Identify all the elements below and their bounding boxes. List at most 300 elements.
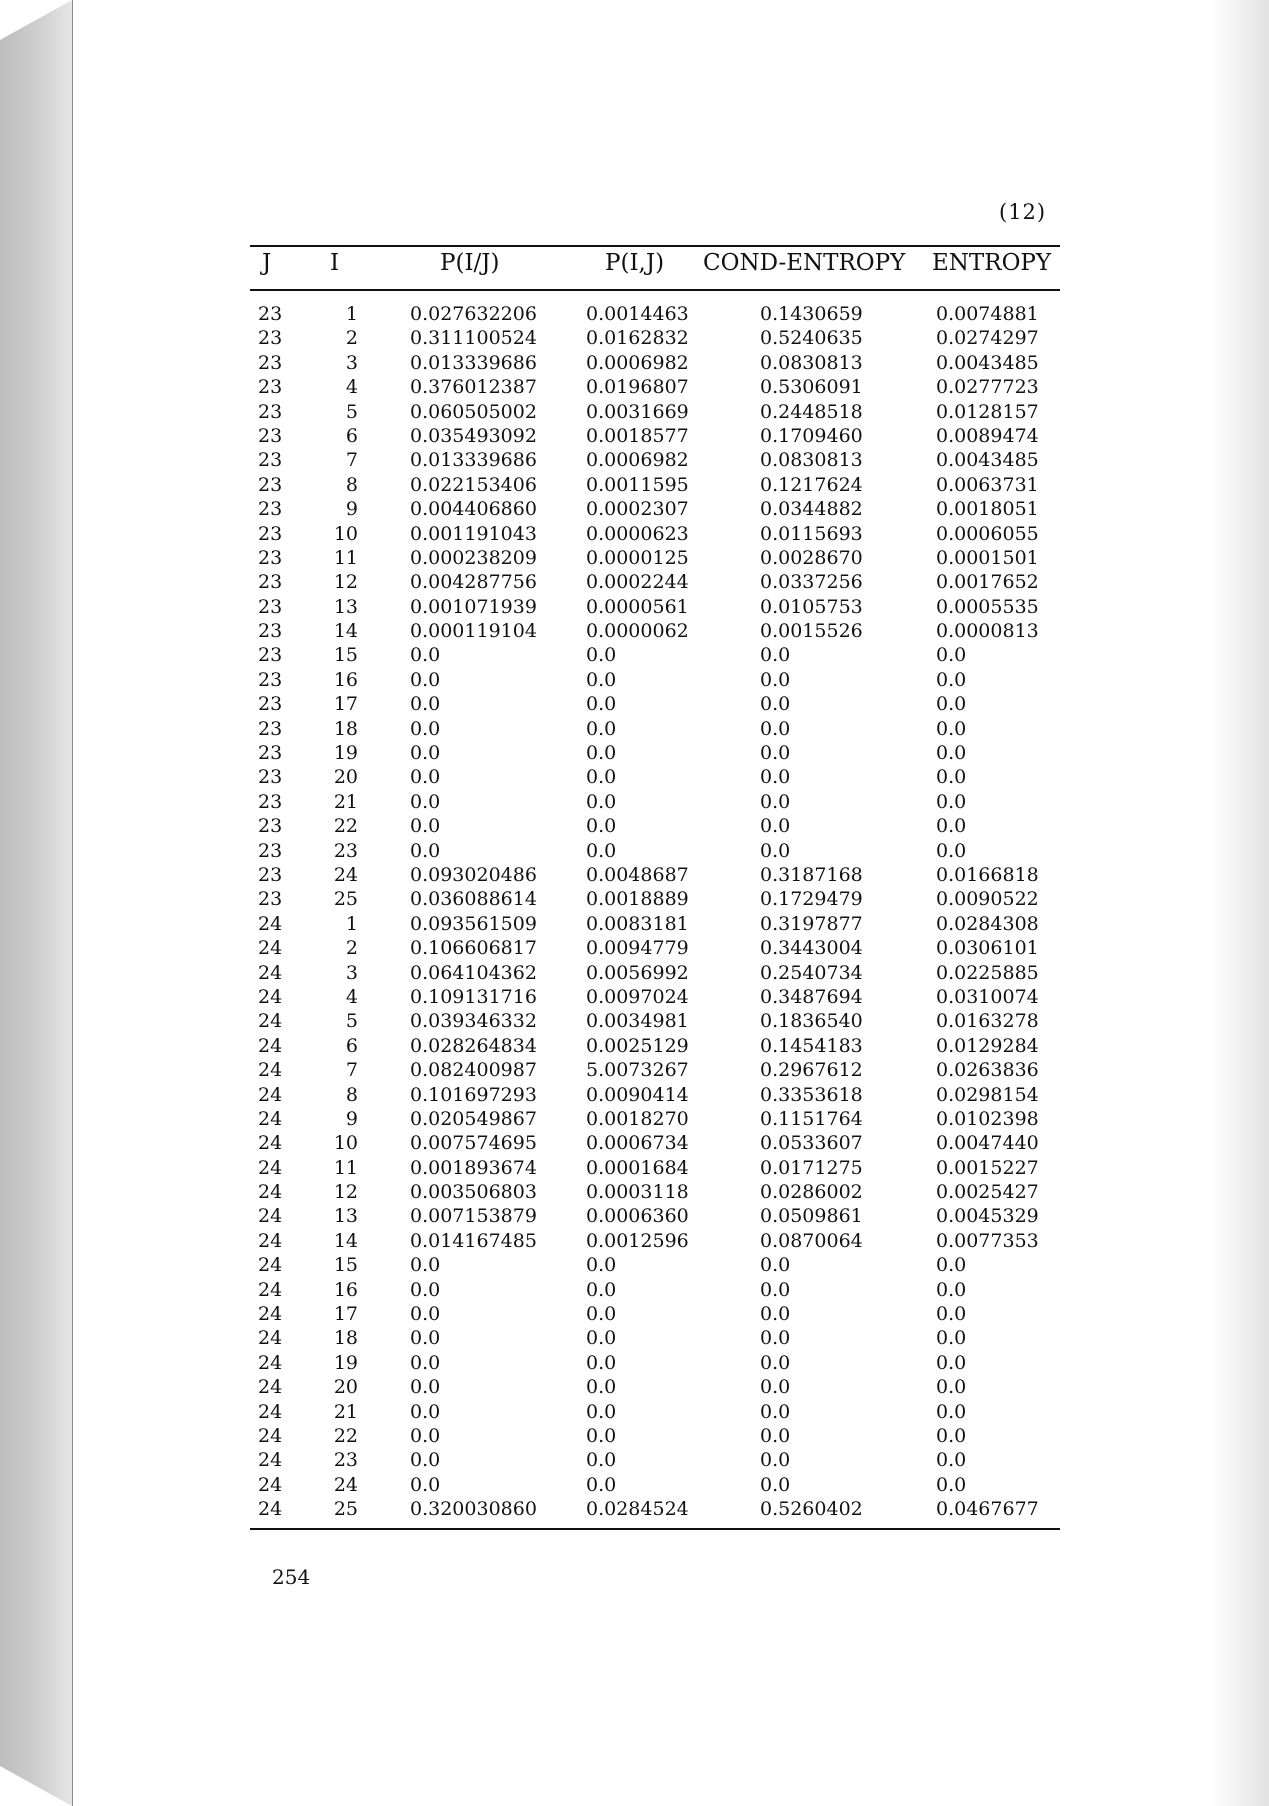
cell-i: 10 — [333, 1132, 358, 1155]
cell-i: 14 — [333, 1229, 358, 1252]
cell-p-i-given-j: 0.001191043 — [410, 522, 537, 545]
cell-p-i-given-j: 0.0 — [410, 693, 441, 716]
cell-p-i-given-j: 0.0 — [410, 717, 441, 740]
cell-i: 1 — [345, 912, 358, 935]
cell-entropy: 0.0 — [936, 815, 967, 838]
cell-p-i-given-j: 0.0 — [410, 644, 441, 667]
cell-j: 23 — [258, 790, 283, 813]
cell-i: 15 — [333, 1254, 358, 1277]
table-row — [0, 692, 1269, 716]
cell-p-i-j: 0.0 — [586, 790, 617, 813]
table-row — [0, 717, 1269, 741]
cell-p-i-j: 0.0 — [586, 1254, 617, 1277]
table-row — [0, 1424, 1269, 1448]
header-rule — [250, 289, 1060, 291]
cell-cond-entropy: 0.0 — [760, 1473, 791, 1496]
cell-cond-entropy: 0.2967612 — [760, 1059, 863, 1082]
table-row — [0, 1180, 1269, 1204]
cell-i: 6 — [345, 424, 358, 447]
cell-i: 3 — [345, 351, 358, 374]
cell-p-i-given-j: 0.004406860 — [410, 498, 537, 521]
cell-p-i-given-j: 0.027632206 — [410, 303, 537, 325]
cell-entropy: 0.0163278 — [936, 1010, 1039, 1033]
cell-p-i-j: 0.0006982 — [586, 351, 689, 374]
cell-p-i-j: 0.0018270 — [586, 1107, 689, 1130]
cell-p-i-given-j: 0.035493092 — [410, 424, 537, 447]
cell-cond-entropy: 0.5260402 — [760, 1498, 863, 1521]
cell-entropy: 0.0 — [936, 742, 967, 765]
cell-entropy: 0.0298154 — [936, 1083, 1039, 1106]
cell-cond-entropy: 0.0 — [760, 1351, 791, 1374]
cell-p-i-given-j: 0.0 — [410, 1303, 441, 1326]
cell-p-i-given-j: 0.020549867 — [410, 1107, 537, 1130]
cell-p-i-j: 0.0284524 — [586, 1498, 689, 1521]
table-row — [0, 961, 1269, 985]
cell-j: 23 — [258, 693, 283, 716]
table-row — [0, 1204, 1269, 1228]
cell-p-i-given-j: 0.001071939 — [410, 595, 537, 618]
cell-cond-entropy: 0.3443004 — [760, 937, 863, 960]
cell-p-i-j: 0.0 — [586, 1473, 617, 1496]
cell-cond-entropy: 0.0870064 — [760, 1229, 863, 1252]
table-row — [0, 1497, 1269, 1521]
cell-i: 9 — [345, 498, 358, 521]
table-row — [0, 570, 1269, 594]
cell-entropy: 0.0 — [936, 693, 967, 716]
cell-cond-entropy: 0.5306091 — [760, 376, 863, 399]
table-row — [0, 1302, 1269, 1326]
cell-p-i-j: 5.0073267 — [586, 1059, 689, 1082]
cell-j: 23 — [258, 303, 283, 325]
cell-p-i-j: 0.0 — [586, 742, 617, 765]
cell-entropy: 0.0000813 — [936, 620, 1039, 643]
cell-i: 25 — [333, 1498, 358, 1521]
table-row — [0, 1400, 1269, 1424]
table-row — [0, 1278, 1269, 1302]
cell-cond-entropy: 0.0 — [760, 839, 791, 862]
table-row — [0, 497, 1269, 521]
cell-entropy: 0.0 — [936, 790, 967, 813]
cell-j: 23 — [258, 498, 283, 521]
cell-entropy: 0.0089474 — [936, 424, 1039, 447]
table-row — [0, 863, 1269, 887]
cell-j: 23 — [258, 449, 283, 472]
cell-i: 23 — [333, 1449, 358, 1472]
cell-j: 24 — [258, 1351, 283, 1374]
cell-j: 23 — [258, 400, 283, 423]
cell-entropy: 0.0 — [936, 1327, 967, 1350]
cell-p-i-given-j: 0.376012387 — [410, 376, 537, 399]
cell-i: 6 — [345, 1034, 358, 1057]
cell-i: 16 — [333, 1278, 358, 1301]
cell-j: 23 — [258, 424, 283, 447]
cell-i: 7 — [345, 1059, 358, 1082]
cell-entropy: 0.0225885 — [936, 961, 1039, 984]
table-row — [0, 1009, 1269, 1033]
cell-p-i-given-j: 0.064104362 — [410, 961, 537, 984]
cell-i: 25 — [333, 888, 358, 911]
cell-cond-entropy: 0.0533607 — [760, 1132, 863, 1155]
cell-cond-entropy: 0.0 — [760, 1376, 791, 1399]
cell-i: 14 — [333, 620, 358, 643]
cell-cond-entropy: 0.0105753 — [760, 595, 863, 618]
cell-p-i-j: 0.0162832 — [586, 327, 689, 350]
cell-j: 23 — [258, 644, 283, 667]
cell-entropy: 0.0274297 — [936, 327, 1039, 350]
cell-entropy: 0.0043485 — [936, 449, 1039, 472]
page-number: 254 — [272, 1565, 311, 1589]
cell-entropy: 0.0 — [936, 1376, 967, 1399]
cell-i: 4 — [345, 376, 358, 399]
cell-p-i-j: 0.0011595 — [586, 473, 689, 496]
table-row — [0, 765, 1269, 789]
table-row — [0, 326, 1269, 350]
cell-p-i-j: 0.0000125 — [586, 546, 689, 569]
cell-entropy: 0.0306101 — [936, 937, 1039, 960]
cell-p-i-given-j: 0.0 — [410, 742, 441, 765]
cell-entropy: 0.0 — [936, 1424, 967, 1447]
cell-entropy: 0.0045329 — [936, 1205, 1039, 1228]
cell-cond-entropy: 0.1836540 — [760, 1010, 863, 1033]
cell-p-i-j: 0.0 — [586, 668, 617, 691]
cell-j: 24 — [258, 937, 283, 960]
cell-entropy: 0.0129284 — [936, 1034, 1039, 1057]
cell-entropy: 0.0063731 — [936, 473, 1039, 496]
table-row — [0, 448, 1269, 472]
cell-j: 23 — [258, 546, 283, 569]
cell-i: 1 — [345, 303, 358, 325]
cell-p-i-given-j: 0.0 — [410, 1473, 441, 1496]
header-entropy: ENTROPY — [932, 250, 1052, 276]
table-row — [0, 1131, 1269, 1155]
cell-p-i-j: 0.0000623 — [586, 522, 689, 545]
cell-cond-entropy: 0.5240635 — [760, 327, 863, 350]
cell-cond-entropy: 0.0 — [760, 742, 791, 765]
table-row — [0, 1034, 1269, 1058]
cell-cond-entropy: 0.1729479 — [760, 888, 863, 911]
cell-i: 24 — [333, 863, 358, 886]
cell-p-i-j: 0.0 — [586, 1351, 617, 1374]
cell-p-i-j: 0.0056992 — [586, 961, 689, 984]
table-row — [0, 351, 1269, 375]
cell-i: 7 — [345, 449, 358, 472]
cell-i: 4 — [345, 985, 358, 1008]
table-row — [0, 985, 1269, 1009]
cell-i: 21 — [333, 1400, 358, 1423]
cell-cond-entropy: 0.0344882 — [760, 498, 863, 521]
header-cond-entropy: COND-ENTROPY — [703, 250, 906, 276]
cell-j: 24 — [258, 1376, 283, 1399]
cell-p-i-j: 0.0000062 — [586, 620, 689, 643]
table-row — [0, 546, 1269, 570]
cell-j: 23 — [258, 376, 283, 399]
cell-i: 9 — [345, 1107, 358, 1130]
cell-p-i-given-j: 0.109131716 — [410, 985, 537, 1008]
cell-cond-entropy: 0.1151764 — [760, 1107, 863, 1130]
cell-cond-entropy: 0.0015526 — [760, 620, 863, 643]
cell-cond-entropy: 0.2540734 — [760, 961, 863, 984]
cell-entropy: 0.0001501 — [936, 546, 1039, 569]
cell-p-i-j: 0.0014463 — [586, 303, 689, 325]
cell-j: 24 — [258, 1107, 283, 1130]
cell-p-i-given-j: 0.013339686 — [410, 351, 537, 374]
cell-p-i-j: 0.0 — [586, 1424, 617, 1447]
cell-p-i-j: 0.0097024 — [586, 985, 689, 1008]
cell-entropy: 0.0018051 — [936, 498, 1039, 521]
cell-i: 18 — [333, 1327, 358, 1350]
table-row — [0, 912, 1269, 936]
cell-cond-entropy: 0.1454183 — [760, 1034, 863, 1057]
cell-p-i-given-j: 0.0 — [410, 668, 441, 691]
cell-p-i-j: 0.0003118 — [586, 1181, 689, 1204]
cell-i: 18 — [333, 717, 358, 740]
cell-j: 23 — [258, 571, 283, 594]
cell-cond-entropy: 0.0 — [760, 1400, 791, 1423]
cell-cond-entropy: 0.0115693 — [760, 522, 863, 545]
cell-p-i-given-j: 0.082400987 — [410, 1059, 537, 1082]
cell-j: 23 — [258, 742, 283, 765]
cell-i: 12 — [333, 1181, 358, 1204]
cell-p-i-given-j: 0.003506803 — [410, 1181, 537, 1204]
cell-i: 13 — [333, 1205, 358, 1228]
cell-entropy: 0.0025427 — [936, 1181, 1039, 1204]
cell-p-i-j: 0.0 — [586, 766, 617, 789]
cell-cond-entropy: 0.0830813 — [760, 449, 863, 472]
cell-entropy: 0.0277723 — [936, 376, 1039, 399]
table-top-rule — [250, 245, 1060, 247]
cell-p-i-j: 0.0 — [586, 1303, 617, 1326]
cell-cond-entropy: 0.0 — [760, 1449, 791, 1472]
cell-p-i-j: 0.0012596 — [586, 1229, 689, 1252]
cell-entropy: 0.0006055 — [936, 522, 1039, 545]
table-body — [0, 302, 1269, 1522]
cell-entropy: 0.0 — [936, 1303, 967, 1326]
cell-j: 24 — [258, 1473, 283, 1496]
cell-cond-entropy: 0.0 — [760, 1327, 791, 1350]
cell-j: 24 — [258, 1059, 283, 1082]
cell-i: 15 — [333, 644, 358, 667]
cell-p-i-given-j: 0.004287756 — [410, 571, 537, 594]
cell-p-i-j: 0.0196807 — [586, 376, 689, 399]
cell-j: 24 — [258, 1181, 283, 1204]
cell-p-i-given-j: 0.013339686 — [410, 449, 537, 472]
cell-j: 23 — [258, 473, 283, 496]
cell-cond-entropy: 0.3187168 — [760, 863, 863, 886]
cell-i: 19 — [333, 1351, 358, 1374]
cell-p-i-j: 0.0031669 — [586, 400, 689, 423]
cell-i: 17 — [333, 1303, 358, 1326]
cell-p-i-j: 0.0006360 — [586, 1205, 689, 1228]
table-row — [0, 790, 1269, 814]
cell-cond-entropy: 0.0 — [760, 693, 791, 716]
cell-p-i-given-j: 0.007574695 — [410, 1132, 537, 1155]
cell-p-i-given-j: 0.093020486 — [410, 863, 537, 886]
cell-cond-entropy: 0.0 — [760, 790, 791, 813]
cell-cond-entropy: 0.3487694 — [760, 985, 863, 1008]
cell-p-i-j: 0.0025129 — [586, 1034, 689, 1057]
table-row — [0, 668, 1269, 692]
table-row — [0, 741, 1269, 765]
cell-j: 23 — [258, 863, 283, 886]
table-row — [0, 522, 1269, 546]
cell-cond-entropy: 0.3353618 — [760, 1083, 863, 1106]
cell-p-i-given-j: 0.093561509 — [410, 912, 537, 935]
cell-i: 20 — [333, 766, 358, 789]
cell-p-i-given-j: 0.320030860 — [410, 1498, 537, 1521]
cell-cond-entropy: 0.2448518 — [760, 400, 863, 423]
cell-i: 8 — [345, 473, 358, 496]
cell-entropy: 0.0074881 — [936, 303, 1039, 325]
cell-j: 24 — [258, 985, 283, 1008]
cell-j: 23 — [258, 717, 283, 740]
cell-j: 24 — [258, 1400, 283, 1423]
cell-p-i-j: 0.0 — [586, 644, 617, 667]
cell-p-i-given-j: 0.0 — [410, 1424, 441, 1447]
cell-p-i-given-j: 0.0 — [410, 1449, 441, 1472]
cell-entropy: 0.0 — [936, 644, 967, 667]
cell-j: 24 — [258, 1498, 283, 1521]
cell-p-i-j: 0.0 — [586, 815, 617, 838]
cell-i: 5 — [345, 1010, 358, 1033]
cell-j: 24 — [258, 1424, 283, 1447]
table-row — [0, 595, 1269, 619]
cell-p-i-j: 0.0083181 — [586, 912, 689, 935]
cell-p-i-given-j: 0.001893674 — [410, 1156, 537, 1179]
cell-i: 11 — [333, 546, 358, 569]
cell-p-i-j: 0.0 — [586, 1278, 617, 1301]
table-bottom-rule — [250, 1528, 1060, 1530]
header-p-i-given-j: P(I/J) — [440, 250, 500, 276]
cell-p-i-j: 0.0 — [586, 1400, 617, 1423]
cell-p-i-given-j: 0.0 — [410, 1400, 441, 1423]
cell-p-i-given-j: 0.0 — [410, 1376, 441, 1399]
cell-i: 10 — [333, 522, 358, 545]
cell-p-i-given-j: 0.039346332 — [410, 1010, 537, 1033]
table-row — [0, 1058, 1269, 1082]
cell-j: 24 — [258, 1132, 283, 1155]
header-i: I — [330, 250, 340, 276]
cell-cond-entropy: 0.0 — [760, 1254, 791, 1277]
cell-cond-entropy: 0.0 — [760, 644, 791, 667]
cell-p-i-j: 0.0 — [586, 1376, 617, 1399]
cell-j: 23 — [258, 815, 283, 838]
cell-entropy: 0.0166818 — [936, 863, 1039, 886]
table-row — [0, 814, 1269, 838]
cell-j: 23 — [258, 668, 283, 691]
cell-j: 23 — [258, 839, 283, 862]
cell-p-i-j: 0.0000561 — [586, 595, 689, 618]
cell-entropy: 0.0 — [936, 766, 967, 789]
cell-p-i-given-j: 0.0 — [410, 766, 441, 789]
cell-p-i-given-j: 0.0 — [410, 815, 441, 838]
table-row — [0, 1156, 1269, 1180]
cell-i: 24 — [333, 1473, 358, 1496]
cell-cond-entropy: 0.0028670 — [760, 546, 863, 569]
cell-entropy: 0.0 — [936, 1254, 967, 1277]
cell-p-i-given-j: 0.036088614 — [410, 888, 537, 911]
cell-p-i-given-j: 0.101697293 — [410, 1083, 537, 1106]
cell-j: 24 — [258, 1010, 283, 1033]
table-row — [0, 887, 1269, 911]
cell-p-i-j: 0.0006734 — [586, 1132, 689, 1155]
cell-cond-entropy: 0.0 — [760, 1424, 791, 1447]
cell-j: 24 — [258, 1303, 283, 1326]
cell-i: 22 — [333, 1424, 358, 1447]
cell-i: 11 — [333, 1156, 358, 1179]
cell-j: 24 — [258, 1278, 283, 1301]
cell-p-i-given-j: 0.0 — [410, 1351, 441, 1374]
table-row — [0, 936, 1269, 960]
cell-i: 8 — [345, 1083, 358, 1106]
cell-p-i-given-j: 0.060505002 — [410, 400, 537, 423]
cell-entropy: 0.0 — [936, 717, 967, 740]
cell-p-i-given-j: 0.106606817 — [410, 937, 537, 960]
cell-p-i-j: 0.0001684 — [586, 1156, 689, 1179]
cell-entropy: 0.0090522 — [936, 888, 1039, 911]
table-number: (12) — [999, 200, 1047, 224]
header-j: J — [262, 250, 272, 276]
table-row — [0, 1107, 1269, 1131]
cell-entropy: 0.0467677 — [936, 1498, 1039, 1521]
cell-p-i-j: 0.0 — [586, 693, 617, 716]
cell-j: 23 — [258, 888, 283, 911]
table-row — [0, 424, 1269, 448]
cell-j: 23 — [258, 595, 283, 618]
cell-entropy: 0.0102398 — [936, 1107, 1039, 1130]
cell-entropy: 0.0 — [936, 1473, 967, 1496]
cell-j: 24 — [258, 961, 283, 984]
cell-j: 24 — [258, 1449, 283, 1472]
cell-i: 17 — [333, 693, 358, 716]
table-header — [0, 250, 1269, 286]
cell-entropy: 0.0263836 — [936, 1059, 1039, 1082]
cell-p-i-given-j: 0.0 — [410, 1327, 441, 1350]
cell-entropy: 0.0043485 — [936, 351, 1039, 374]
cell-p-i-given-j: 0.0 — [410, 839, 441, 862]
cell-p-i-j: 0.0034981 — [586, 1010, 689, 1033]
cell-cond-entropy: 0.1217624 — [760, 473, 863, 496]
header-p-i-j: P(I,J) — [605, 250, 665, 276]
cell-p-i-given-j: 0.007153879 — [410, 1205, 537, 1228]
cell-entropy: 0.0 — [936, 1351, 967, 1374]
cell-cond-entropy: 0.0337256 — [760, 571, 863, 594]
table-row — [0, 1083, 1269, 1107]
cell-j: 24 — [258, 912, 283, 935]
cell-i: 5 — [345, 400, 358, 423]
cell-entropy: 0.0 — [936, 839, 967, 862]
table-row — [0, 619, 1269, 643]
cell-p-i-j: 0.0 — [586, 839, 617, 862]
cell-i: 21 — [333, 790, 358, 813]
cell-p-i-j: 0.0002244 — [586, 571, 689, 594]
cell-cond-entropy: 0.0 — [760, 815, 791, 838]
cell-j: 23 — [258, 620, 283, 643]
cell-entropy: 0.0 — [936, 1278, 967, 1301]
cell-p-i-given-j: 0.0 — [410, 790, 441, 813]
cell-entropy: 0.0005535 — [936, 595, 1039, 618]
cell-entropy: 0.0015227 — [936, 1156, 1039, 1179]
cell-j: 24 — [258, 1156, 283, 1179]
cell-i: 2 — [345, 327, 358, 350]
table-row — [0, 1473, 1269, 1497]
cell-p-i-given-j: 0.028264834 — [410, 1034, 537, 1057]
cell-j: 24 — [258, 1034, 283, 1057]
cell-i: 16 — [333, 668, 358, 691]
cell-p-i-given-j: 0.000238209 — [410, 546, 537, 569]
cell-entropy: 0.0310074 — [936, 985, 1039, 1008]
cell-p-i-j: 0.0 — [586, 1327, 617, 1350]
cell-p-i-given-j: 0.014167485 — [410, 1229, 537, 1252]
